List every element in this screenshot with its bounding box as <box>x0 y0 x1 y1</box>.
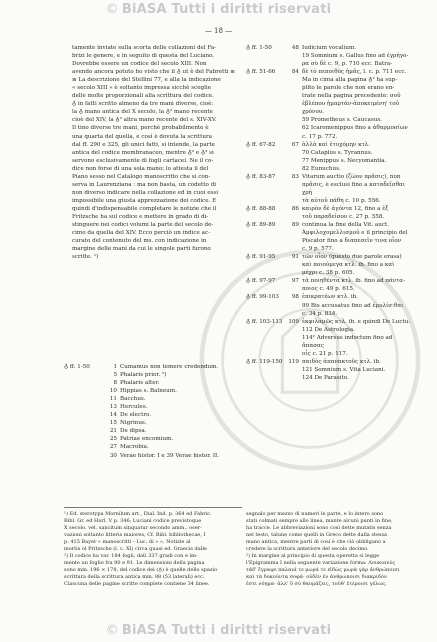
footnote-line: mano antica, mentre parti di cosi è che ciò obbligano a <box>246 539 386 545</box>
index-entry <box>246 374 414 382</box>
page-ref: 14 <box>109 412 117 419</box>
entry-title: 77 Menippus s. Necyomantia. <box>302 157 387 164</box>
index-entry <box>246 108 414 116</box>
entry-title: Patriae encomium. <box>120 436 174 443</box>
page-ref: 13 <box>109 404 117 411</box>
page-ref: 91 <box>291 254 299 261</box>
index-entry <box>246 157 414 165</box>
folio-range: ♁ ff. 67-82 <box>246 141 276 148</box>
index-entry <box>246 141 414 149</box>
page-ref: 83 <box>291 173 299 180</box>
watermark-text: BiASA Tutti i diritti riservati <box>121 623 332 638</box>
folio-range: ♁ ff. 99-103 <box>246 294 279 301</box>
entry-title: 59 Prometheus s. Caucasus. <box>302 117 382 124</box>
page-ref: 109 <box>288 318 299 325</box>
folio-range: ♁ ff. 119-150 <box>246 358 283 365</box>
page-ref: 89 <box>291 222 299 229</box>
index-entry <box>246 213 414 221</box>
page-ref <box>286 165 302 173</box>
entry-title: Phalaris alter. <box>120 380 160 387</box>
entry-title: δὲ τὸ πεποιθὸς ἡμᾶς, l. c. p. 711 ecc. <box>302 69 407 76</box>
folio-range <box>246 237 286 245</box>
folio-range <box>246 92 286 100</box>
page-ref <box>286 157 302 165</box>
body-line: la ♁ mano antica del X secolo, la ♁² mano recente <box>72 109 213 116</box>
folio-range <box>246 181 286 197</box>
footnote-line: καὶ τὰ δοκοῦντα σοφά· οὐδὲν ἐν ἀνθρώποισι διακριδόν <box>246 574 388 580</box>
folio-range <box>246 334 286 350</box>
index-entry <box>246 84 414 92</box>
index-entry <box>246 124 414 132</box>
page-ref <box>286 302 302 310</box>
page-ref: 25 <box>109 436 117 443</box>
page-ref <box>286 116 302 124</box>
index-entry <box>246 310 414 318</box>
footnote-line: mente un foglio fra 90 e 91. Le dimensioni della pagina <box>64 560 205 566</box>
footnote-line: l'Epigramma I nella seguente variazione forma: Λουκιανὸς <box>246 560 396 566</box>
footnote-divider <box>64 507 242 508</box>
body-line: delle molte proporzionali alla scrittura del codice. <box>72 93 214 100</box>
index-entry <box>64 363 242 371</box>
body-line: avendo ancora potuto ho visto che il ♁ ut è del Fabretti ≡ <box>72 69 235 76</box>
entry-title: 62 Icaromenippus fino a ἀθαρμοσίων <box>302 125 408 132</box>
index-entry <box>246 358 414 366</box>
folio-range: ♁ ff. 83-87 <box>246 173 276 180</box>
index-entry <box>246 229 414 237</box>
footnote-line: mortis ol Pritzsche (l. c. XI) circa quasi ed. Graecis dalle <box>64 546 207 552</box>
index-entry <box>64 427 242 435</box>
folio-range: ♁ ff. 1-50 <box>246 45 272 51</box>
page-ref: 97 <box>291 278 299 285</box>
page-ref <box>286 229 302 237</box>
index-entry <box>64 387 242 395</box>
folio-range <box>64 411 104 419</box>
footnote-line: segnalo per mezzo di numeri le parte, e lo intero sono <box>246 511 384 517</box>
body-line: una quarta del quella, e così è dovuta la scrittura <box>72 133 212 140</box>
page-ref: 5 <box>113 372 117 379</box>
body-line: curato del contenuto del ms. con indicazione in <box>72 238 207 245</box>
watermark-text: BiASA Tutti i diritti riservati <box>121 2 332 17</box>
page-ref <box>286 213 302 221</box>
body-line: non diverso indicare nella collazione ed in cuoi essi <box>72 189 219 196</box>
entry-title: 19 Somnium s. Gallus fino ad ἐγρήγο- <box>302 53 409 60</box>
index-entry <box>246 326 414 334</box>
index-entry <box>246 92 414 100</box>
folio-range <box>246 285 286 293</box>
footnotes-right <box>246 511 414 588</box>
index-entry <box>246 116 414 124</box>
index-entry <box>64 371 242 379</box>
left-column-body <box>64 44 242 261</box>
page-ref <box>286 326 302 334</box>
entry-title: καὶ ποιούμεγα κτλ. ib. fino a καὶ <box>302 262 395 269</box>
index-entry <box>246 269 414 277</box>
footnotes-left <box>64 511 242 588</box>
entry-title: Hippias s. Balneum. <box>120 388 177 395</box>
page-ref: 8 <box>113 380 117 387</box>
body-line: serva in Laurenziana : ma non basta, un codetto di <box>72 181 217 188</box>
body-line: Il tino diverse tre mani, perchè probabilmente è <box>72 125 209 132</box>
index-entry <box>246 366 414 374</box>
folio-range <box>246 76 286 84</box>
entry-title: οἷς c. 21 p. 117. <box>302 350 348 357</box>
footnote-line: sono mm. 196 × 178, del codice del (♁) è quelle dello spazio <box>64 567 218 573</box>
page-ref <box>286 100 302 108</box>
entry-title: Phalaris prior. ²) <box>120 372 167 379</box>
entry-title: De electro. <box>120 412 152 419</box>
footnote-line: τάδ' ἔγραψε παλαιά τε μωρά τε εἰδὼς μωρὰ γὰρ ἀνθρώποισι <box>246 567 400 573</box>
folio-range <box>246 133 286 141</box>
entry-title: 114² Adversus indoctum fino ad ἄπασας <box>302 334 393 349</box>
body-line: quindi d'indispensabile completare le notizie che il <box>72 205 217 212</box>
watermark-top <box>0 2 437 17</box>
entry-title: Macrobia. <box>120 444 149 451</box>
entry-title: 124 De Parasito. <box>302 374 349 381</box>
page-ref <box>286 92 302 100</box>
manuscript-index-left <box>64 363 242 460</box>
page-ref <box>286 76 302 84</box>
footnote-line: p. 415 Bayer « manoscritti - Luc. di » », Notizie al <box>64 539 191 545</box>
folio-range <box>246 213 286 221</box>
page-ref <box>286 133 302 141</box>
folio-range <box>246 350 286 358</box>
index-entry <box>246 181 414 197</box>
index-entry <box>246 350 414 358</box>
copyright-symbol: © <box>105 623 119 638</box>
body-line: stinguere nei codici volumi la parte del secolo de- <box>72 222 214 229</box>
folio-range <box>246 116 286 124</box>
page-ref: 27 <box>109 444 117 451</box>
page-ref: 11 <box>109 396 117 403</box>
folio-range <box>246 100 286 108</box>
page-ref: 119 <box>288 358 299 365</box>
index-entry <box>246 52 414 60</box>
page-ref <box>286 285 302 293</box>
entry-title: τὰ ποιηθέντα κτλ. ib. fino ad πάντα- <box>302 278 405 285</box>
entry-title: ἐκφιλαμῶς κτλ. ib. e quindi De Luctu. <box>302 318 411 325</box>
page-ref: 98 <box>291 294 299 301</box>
footnote-line: stati colmati sempre allo linea, mante alcuni punti in fine, <box>246 518 393 524</box>
index-entry <box>246 68 414 76</box>
index-entry <box>64 379 242 387</box>
body-line: Dovrebbe essere un codice del secolo XIII. Non <box>72 61 207 68</box>
folio-range <box>246 302 286 310</box>
page-ref: 86 <box>291 205 299 212</box>
page-ref <box>286 374 302 382</box>
page-ref: 84 <box>291 69 299 76</box>
entry-title: ποιος c. 49 p. 615. <box>302 286 355 293</box>
folio-range <box>64 395 104 403</box>
entry-title: Ma in cima alla pagina ♁² ha sup- <box>302 77 398 84</box>
folio-range <box>64 435 104 443</box>
index-entry <box>246 197 414 205</box>
index-entry <box>246 302 414 310</box>
entry-title: Nigrinus. <box>120 420 147 427</box>
index-entry <box>64 411 242 419</box>
entry-title: Iudicium vocalium. <box>302 45 357 51</box>
folio-range <box>246 326 286 334</box>
index-entry <box>246 285 414 293</box>
entry-title: c. 9 p. 577. <box>302 246 334 253</box>
entry-title: c. 17 p. 772. <box>302 133 338 140</box>
folio-range <box>246 269 286 277</box>
entry-title: 121 Somnium s. Vita Luciani. <box>302 366 386 373</box>
page-ref <box>286 149 302 157</box>
entry-title: Bacchus. <box>120 396 146 403</box>
index-entry <box>246 334 414 350</box>
footnote-line: ²) In margine al principio di questa operetta si legge <box>246 553 380 559</box>
entry-title: ἀλλὰ καὶ ἐτυχόμην κτλ. <box>302 141 371 148</box>
folio-range <box>246 84 286 92</box>
body-line: brizi le genere, e in seguito di questa del Luciano. <box>72 53 215 60</box>
body-line: cioè del XIV, la ♁³ altra mano recente del s. XIV-XV. <box>72 117 217 124</box>
copyright-symbol: © <box>105 2 119 17</box>
folio-range <box>64 387 104 395</box>
index-entry <box>64 435 242 443</box>
folio-range: ♁ ff. 91-95 <box>246 254 276 261</box>
page-number: — 18 — <box>204 27 233 35</box>
body-line: dal ff. 290 e 325, gli unici fatti, si intende, la parte <box>72 141 215 148</box>
folio-range <box>246 60 286 68</box>
page-ref <box>286 269 302 277</box>
page-ref: 10 <box>109 388 117 395</box>
entry-title: τὰ αὐτοῦ πάθη c. 10 p. 556. <box>302 197 381 204</box>
entry-title: continua la fine della Vit. auct. <box>302 222 389 229</box>
page-ref: 1 <box>113 364 117 370</box>
folio-range <box>246 52 286 60</box>
entry-title: καιρὸν δὲ ἀγόντα 12, fino a ἐξ <box>302 205 389 212</box>
page-ref <box>286 197 302 205</box>
page-ref: 21 <box>109 428 117 435</box>
page-ref <box>286 108 302 116</box>
page-ref <box>286 310 302 318</box>
page-ref <box>286 350 302 358</box>
entry-title: τῶν οἶον (questo due parole erasa) <box>302 254 402 261</box>
body-line: margine delle mani da cui le singole parti furono <box>72 246 211 253</box>
body-line: Fritzsche ha sul codice e mettere in grado di di- <box>72 213 209 220</box>
entry-title: 82 Eunuchus. <box>302 165 341 172</box>
entry-title: 70 Cataplus s. Tyrannus. <box>302 149 373 156</box>
page-ref: 15 <box>109 420 117 427</box>
index-entry <box>246 245 414 253</box>
footnote-line: ha tracce. Le abbreviazioni sono così dette mutatis senza <box>246 525 392 531</box>
entry-title: Piscator fino a διαπεσεῖν τινα οἶον <box>302 238 402 245</box>
index-entry <box>246 133 414 141</box>
body-line: ≡ La descrizione del Stellini 77, e alla la indicazione <box>72 77 221 84</box>
entry-title: trate nella pagina precedente: σοῦ <box>302 93 401 100</box>
entry-title: παιδὸς ἀπανακτοῦς κτλ. ib. <box>302 358 381 365</box>
entry-title: Hercules. <box>120 404 148 411</box>
folio-range: ♁ ff. 51-66 <box>246 69 276 76</box>
entry-title: χρόνου. <box>302 109 324 116</box>
footnote-line: nel testo, talune come quelli in Greco dette dalla stessa <box>246 532 388 538</box>
index-entry <box>246 318 414 326</box>
folio-range <box>64 379 104 387</box>
body-line: dice non forse di una sola mano; lo attesta il del <box>72 165 209 172</box>
index-entry <box>246 76 414 84</box>
page-ref <box>286 237 302 245</box>
page-ref <box>286 60 302 68</box>
index-entry <box>246 149 414 157</box>
folio-range: ♁ ff. 97-97 <box>246 278 276 285</box>
page-ref: 30 <box>109 452 117 459</box>
footnote-line: Bibl. Gr. ed Harl. V p. 346; Luciani codice previstoque <box>64 518 202 524</box>
entry-title: 99 Bis accusatus fino ad ἐμυλίσ:θαι <box>302 302 404 309</box>
page-ref <box>286 366 302 374</box>
entry-title: Verae histor. I e 39 Verae histor. II. <box>120 452 220 459</box>
folio-range <box>64 427 104 435</box>
entry-title: Cumamus non temere credendum. <box>120 364 219 370</box>
index-entry <box>246 293 414 301</box>
folio-range <box>246 229 286 237</box>
folio-range <box>246 374 286 382</box>
folio-range: ♁ ff. 103-113 <box>246 318 283 325</box>
folio-range <box>64 419 104 427</box>
footnote-line: ἐστι νόημα· ἀλλ' ὃ σὺ θαυμάζεις, τοῦθ' ἑτέροισι γέλως. <box>246 581 387 587</box>
index-entry <box>246 261 414 269</box>
folio-range <box>246 197 286 205</box>
folio-range <box>246 108 286 116</box>
footnote-line: X secolo, vel. sancitum sinquatur secondo amm., oser- <box>64 525 202 531</box>
index-entry <box>64 443 242 451</box>
entry-title: μέχρι c. 38 p. 605. <box>302 270 355 277</box>
page-ref: 48 <box>291 45 299 51</box>
index-entry <box>246 221 414 229</box>
entry-title: 112 De Astrologia. <box>302 326 355 333</box>
body-line: impossibile una giusta apprezzazione dei codice. E <box>72 197 217 204</box>
index-entry <box>246 60 414 68</box>
footnote-line: vazioni soltanto litteris maiores, Cf. Bibl. bibliothecae, I <box>64 532 206 538</box>
body-line: ♁ in fatti scritto almeno da tre mani diverse, cioè: <box>72 101 214 108</box>
index-entry <box>246 173 414 181</box>
watermark-bottom <box>0 623 437 638</box>
index-entry <box>246 237 414 245</box>
folio-range <box>246 124 286 132</box>
body-line: tamente inviate sulla scorta delle collazioni del Fa- <box>72 45 217 51</box>
folio-range: ♁ ff. 1-50 <box>64 364 90 370</box>
index-entry <box>246 253 414 261</box>
footnote-line: ²) Il codice ha var. 184 fogli, dati 337 gradi con e im- <box>64 553 198 559</box>
page-ref <box>286 181 302 197</box>
index-entry <box>246 277 414 285</box>
entry-title: ἐβλέπου ἡμαρτάν-ἀποκειμένη' τοῦ <box>302 101 399 108</box>
manuscript-index-right <box>246 44 414 382</box>
entry-title: πρᾶσις, è esclusi fino a καταδεῖσθαι χρὴ <box>302 181 406 196</box>
index-entry <box>246 100 414 108</box>
entry-title: Ἀμφιλοχομελλισμοῦ e il principio del <box>302 230 408 237</box>
index-entry <box>64 403 242 411</box>
index-entry <box>246 205 414 213</box>
entry-title: c. 34 p. 834. <box>302 310 338 317</box>
entry-title: ἐπικρατέων κτλ. ib. <box>302 294 359 301</box>
page-ref <box>286 52 302 60</box>
index-entry <box>246 44 414 52</box>
page-ref <box>286 334 302 350</box>
folio-range <box>64 371 104 379</box>
folio-range <box>246 165 286 173</box>
body-line: Piano sesso nel Catalogo manoscritto che si con- <box>72 173 211 180</box>
folio-range: ♁ ff. 88-88 <box>246 205 276 212</box>
folio-range <box>246 261 286 269</box>
page-ref <box>286 124 302 132</box>
page-ref <box>286 84 302 92</box>
folio-range <box>246 310 286 318</box>
body-line: « secolo XIII » è soltanto impressa sicchè sceglie <box>72 85 212 92</box>
folio-range <box>64 403 104 411</box>
folio-range <box>246 149 286 157</box>
index-entry <box>64 395 242 403</box>
body-line: cimo da quella del XIV. Ecco perciò un indice ac- <box>72 230 210 237</box>
footnote-line: scrittura della scrittura antica mm. 88 (53 laterali) ecc. <box>64 574 205 580</box>
index-entry <box>64 419 242 427</box>
folio-range <box>246 157 286 165</box>
page-ref <box>286 261 302 269</box>
folio-range <box>246 366 286 374</box>
index-entry <box>64 452 242 460</box>
folio-range <box>246 245 286 253</box>
folio-range <box>64 443 104 451</box>
entry-title: De dipsa. <box>120 428 147 435</box>
body-line: servono esclusivamente di fogli cartacei. Ne il co- <box>72 157 214 164</box>
entry-title: τοῦ παραδείσου c. 27 p. 558. <box>302 213 385 220</box>
folio-range <box>64 452 104 460</box>
entry-title: ρα σὺ δὲ c. 9, p. 710 ecc. Batra- <box>302 61 393 68</box>
body-line: scritte. ¹) <box>72 254 99 261</box>
footnote-line: credere la scrittura anteriore del secolo decimo. <box>246 546 369 552</box>
page-ref <box>286 245 302 253</box>
body-line: antica del codice membranaceo, mentre ♁² e ♁³ si <box>72 149 214 156</box>
entry-title: Vitarum auctio (ζώον πρᾶσις), non <box>302 173 401 180</box>
footnote-line: ¹) Ed. sterotypa Mornilum art., Dial. Ind. p. 364 ed Fabric. <box>64 511 212 517</box>
entry-title: plito le parole che non erano en- <box>302 85 395 92</box>
index-entry <box>246 165 414 173</box>
footnote-line: Ciascuna delle pagine scritte complete contiene 34 linee. <box>64 581 210 587</box>
page-ref: 67 <box>291 141 299 148</box>
folio-range: ♁ ff. 89-89 <box>246 222 276 229</box>
